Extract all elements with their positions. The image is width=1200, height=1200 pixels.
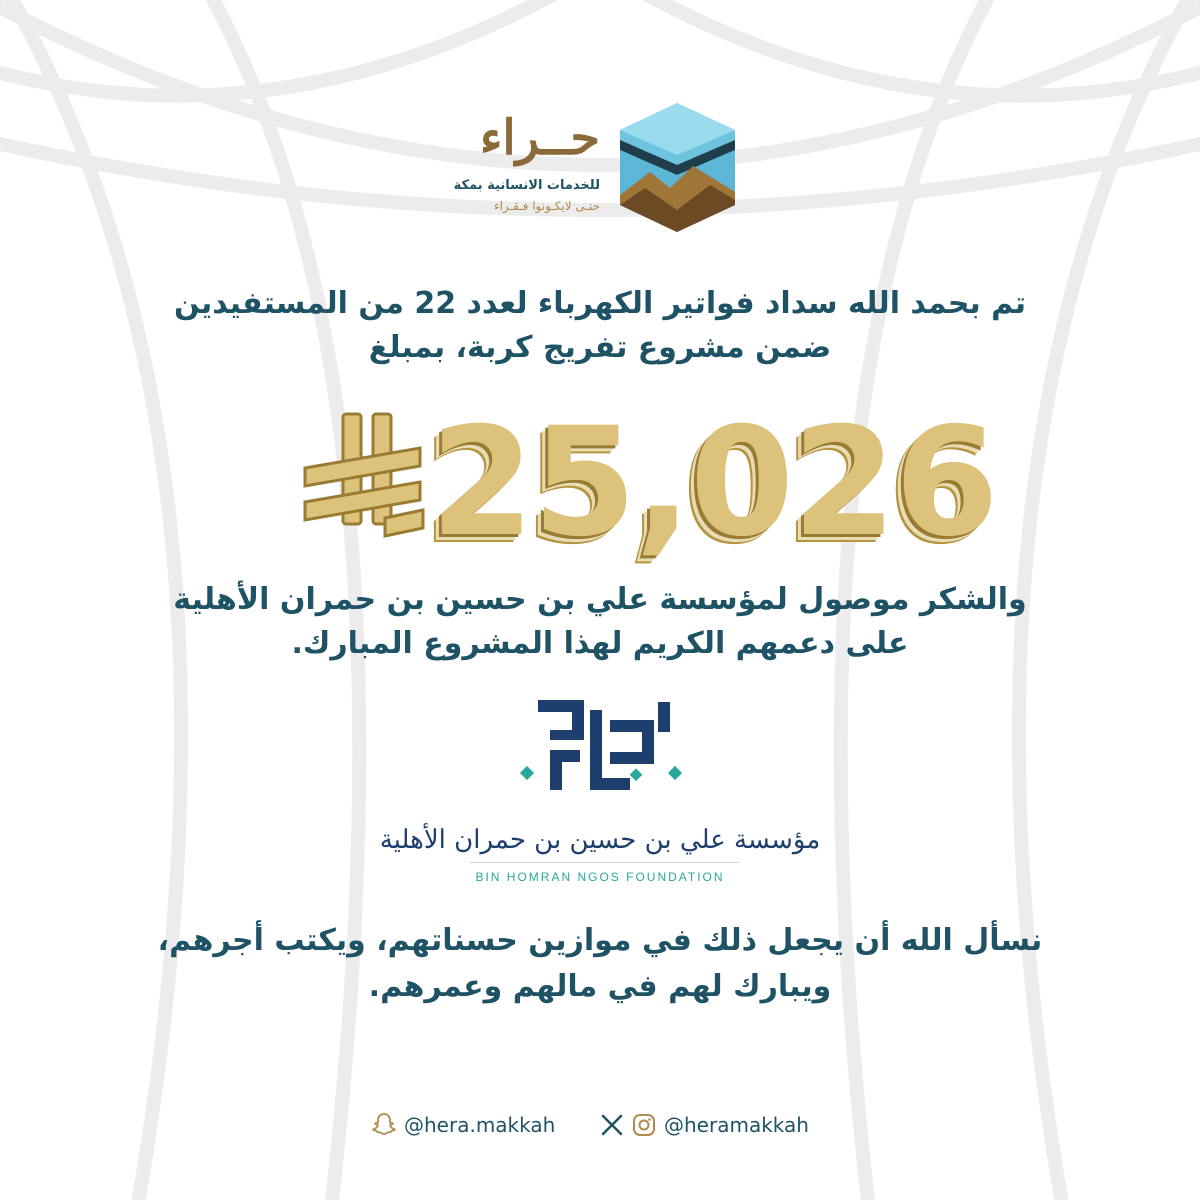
- amount-value: 25,026: [430, 396, 997, 570]
- prayer-paragraph: [0, 918, 1200, 1010]
- intro-paragraph: [0, 282, 1200, 370]
- x-instagram-link[interactable]: [600, 1110, 809, 1140]
- org-name: حــراء: [479, 110, 600, 166]
- snapchat-link[interactable]: [372, 1110, 555, 1140]
- saudi-riyal-symbol-icon: [295, 406, 430, 556]
- kaaba-mountain-logo-icon: [615, 100, 740, 235]
- intro-line-2: ضمن مشروع تفريج كربة، بمبلغ: [368, 330, 832, 365]
- snapchat-icon: [372, 1112, 396, 1138]
- x-instagram-handle: @heramakkah: [664, 1113, 809, 1137]
- social-footer: [0, 1110, 1200, 1140]
- thanks-line-2: على دعمهم الكريم لهذا المشروع المبارك.: [291, 626, 909, 661]
- foundation-name-arabic: مؤسسة علي بن حسين بن حمران الأهلية: [379, 825, 821, 855]
- org-subtitle: للخدمات الانسانية بمكة: [453, 178, 600, 193]
- instagram-icon: [632, 1113, 656, 1137]
- prayer-line-2: ويبارك لهم في مالهم وعمرهم.: [368, 969, 832, 1004]
- foundation-calligraphy-logo: [510, 690, 690, 810]
- thanks-paragraph: [0, 578, 1200, 666]
- snapchat-handle: @hera.makkah: [404, 1113, 556, 1137]
- thanks-line-1: والشكر موصول لمؤسسة علي بن حسين بن حمران الأهلية: [173, 582, 1027, 617]
- hera-logo: [440, 100, 740, 235]
- foundation-name-english: BIN HOMRAN NGOS FOUNDATION: [475, 870, 725, 884]
- foundation-divider: [470, 862, 740, 863]
- prayer-line-1: نسأل الله أن يجعل ذلك في موازين حسناتهم، ويكتب أجرهم،: [157, 923, 1043, 958]
- x-icon: [600, 1113, 624, 1137]
- intro-line-1: تم بحمد الله سداد فواتير الكهرباء لعدد 22 من المستفيدين: [174, 286, 1026, 321]
- org-slogan: حتـى لايكـونوا فـقـراء: [493, 199, 600, 213]
- amount-display: [290, 396, 997, 570]
